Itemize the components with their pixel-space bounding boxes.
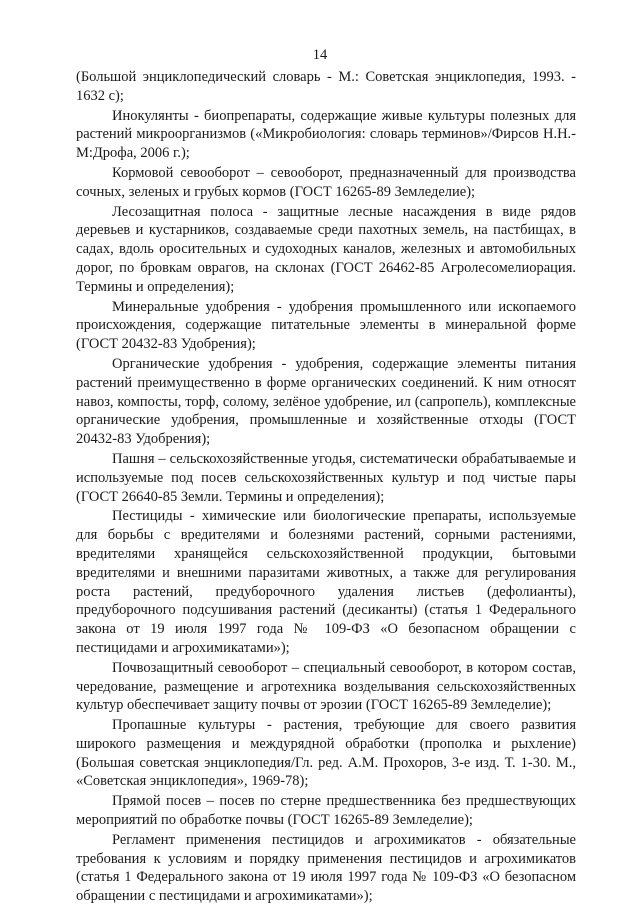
paragraph-shelterbelt: Лесозащитная полоса - защитные лесные насаждения в виде рядов деревьев и кустарников, создаваемые среди пахотных земель, на пастбищах, в садах, вдоль оросительных и судоходных каналов, железных и автомобильных дорог, по бровкам оврагов, на склонах (ГОСТ 26462-85 Агролесомелиорация. Термины и определения);: [76, 203, 576, 295]
paragraph-mineral-fertilizers: Минеральные удобрения - удобрения промышленного или ископаемого происхождения, содержащие питательные элементы в минеральной форме (ГОСТ 20432-83 Удобрения);: [76, 298, 576, 353]
paragraph-direct-seeding: Прямой посев – посев по стерне предшественника без предшествующих мероприятий по обработке почвы (ГОСТ 16265-89 Земледелие);: [76, 793, 576, 829]
paragraph-pesticides: Пестициды - химические или биологические препараты, используемые для борьбы с вредителями и болезнями растений, сорными растениями, вредителями хранящейся сельскохозяйственной продукции, бытовыми вредителями и внешними паразитами животных, а также для регулирования роста растений, предуборочного удаления листьев (дефолианты), предуборочного подсушивания растений (десиканты) (статья 1 Федерального закона от 19 июля 1997 года № 109-ФЗ «О безопасном обращении с пестицидами и агрохимикатами»);: [76, 508, 576, 656]
paragraph-arable-land: Пашня – сельскохозяйственные угодья, систематически обрабатываемые и используемые под посев сельскохозяйственных культур и под чистые пары (ГОСТ 26640-85 Земли. Термины и определения);: [76, 450, 576, 505]
paragraph-organic-fertilizers: Органические удобрения - удобрения, содержащие элементы питания растений преимущественно в форме органических соединений. К ним относят навоз, компосты, торф, солому, зелёное удобрение, ил (сапропель), комплексные органические удобрения, промышленные и хозяйственные отходы (ГОСТ 20432-83 Удобрения);: [76, 355, 576, 448]
page-number: 14: [312, 47, 328, 63]
paragraph-inoculants: Инокулянты - биопрепараты, содержащие живые культуры полезных для растений микроорганизмов («Микробиология: словарь терминов»/Фирсов Н.Н.- М:Дрофа, 2006 г.);: [76, 107, 576, 162]
paragraph-soil-protective-rotation: Почвозащитный севооборот – специальный севооборот, в котором состав, чередование, размещение и агротехника возделывания сельскохозяйственных культур обеспечивает защиту почвы от эрозии (ГОСТ 16265-89 Земледелие);: [76, 659, 576, 714]
document-body: [76, 68, 576, 907]
paragraph-source-continuation: (Большой энциклопедический словарь - М.: Советская энциклопедия, 1993. - 1632 с);: [76, 69, 576, 104]
paragraph-forage-rotation: Кормовой севооборот – севооборот, предназначенный для производства сочных, зеленых и грубых кормов (ГОСТ 16265-89 Земледелие);: [76, 164, 576, 200]
paragraph-pesticide-regulation: Регламент применения пестицидов и агрохимикатов - обязательные требования к условиям и порядку применения пестицидов и агрохимикатов (статья 1 Федерального закона от 19 июля 1997 года № 109-ФЗ «О безопасном обращении с пестицидами и агрохимикатами»);: [76, 831, 576, 905]
paragraph-row-crops: Пропашные культуры - растения, требующие для своего развития широкого размещения и междурядной обработки (прополка и рыхление) (Большая советская энциклопедия/Гл. ред. А.М. Прохоров, 3-е изд. Т. 1-30. М., «Советская энциклопедия», 1969-78);: [76, 717, 576, 790]
